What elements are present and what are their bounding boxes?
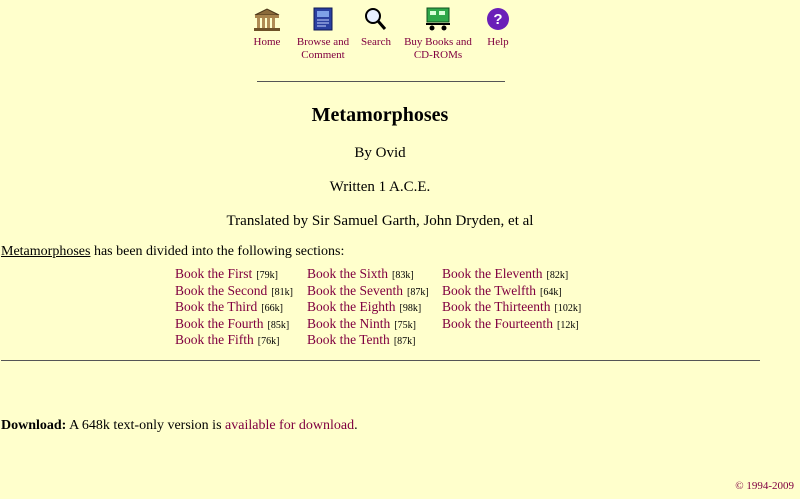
written-line: Written 1 A.C.E. [329,179,431,195]
section-size: [81k] [271,286,293,298]
section-link[interactable]: Book the Fourteenth [442,315,553,331]
author-line: By Ovid [354,145,406,161]
section-size: [12k] [557,319,579,331]
section-link[interactable]: Book the Sixth [307,266,389,281]
svg-text:?: ? [493,11,503,28]
nav-search-label: Search [361,36,391,48]
section-row [175,283,305,300]
section-link[interactable]: Book the Twelfth [442,282,537,298]
section-row [175,332,305,349]
section-size: [79k] [256,270,278,281]
section-link[interactable]: Book the Eleventh [442,266,543,281]
nav-buy-label-2: CD-ROMs [413,49,463,61]
section-row [175,266,305,283]
section-row [442,266,602,283]
nav-buy-label-1: Buy Books and [404,36,472,48]
section-row [442,299,602,316]
nav-browse-label-1: Browse and [296,36,350,48]
page-title: Metamorphoses [311,104,449,126]
nav-help-label: Help [487,36,509,48]
section-row [307,266,441,283]
section-row [307,283,441,300]
section-size: [102k] [554,303,582,314]
download-label: Download: [1,418,67,433]
section-row [442,283,602,300]
content-divider [1,360,760,361]
magnifier-icon [361,6,391,32]
section-size: [66k] [261,303,283,314]
section-size: [85k] [267,319,290,331]
download-line [1,418,358,434]
nav-browse-and-comment[interactable] [292,6,354,62]
top-navigation [0,6,800,70]
nav-search[interactable] [356,6,396,49]
section-row [175,316,305,333]
book-icon [308,6,338,32]
nav-browse-label-2: Comment [301,49,345,61]
translator-line: Translated by Sir Samuel Garth, John Dryden, et al [226,213,534,229]
section-link[interactable]: Book the Seventh [307,282,403,298]
section-link[interactable]: Book the Fifth [175,332,254,347]
section-link[interactable]: Book the Ninth [307,315,391,331]
work-title-link[interactable]: Metamorphoses [1,244,91,259]
sections-column-3 [442,266,602,332]
download-end: . [354,418,358,433]
section-size: [75k] [394,319,416,331]
section-row [442,316,602,333]
copyright: © 1994-2009 [735,480,794,492]
section-size: [98k] [399,303,422,314]
section-row [175,299,305,316]
section-link[interactable]: Book the Tenth [307,332,390,347]
section-row [307,316,441,333]
section-size: [83k] [392,270,414,281]
nav-help[interactable] [480,6,516,49]
section-link[interactable]: Book the Fourth [175,315,264,331]
nav-divider [257,81,505,82]
sections-intro [1,244,344,260]
section-link[interactable]: Book the Eighth [307,299,396,314]
section-size: [82k] [546,270,569,281]
nav-home[interactable] [246,6,288,49]
section-link[interactable]: Book the Second [175,282,268,298]
download-text: A 648k text-only version is [66,418,226,433]
help-icon [483,6,513,32]
download-link[interactable]: available for download [225,418,355,433]
section-row [307,299,441,316]
section-row [307,332,441,349]
section-size: [76k] [257,336,280,347]
sections-column-2 [307,266,441,349]
nav-home-label: Home [253,36,281,48]
section-size: [87k] [393,336,416,347]
section-link[interactable]: Book the First [175,266,253,281]
sections-column-1 [175,266,305,349]
section-link[interactable]: Book the Third [175,299,258,314]
section-size: [87k] [407,286,429,298]
nav-buy-books[interactable] [400,6,476,62]
shopping-cart-icon [423,6,453,32]
section-link[interactable]: Book the Thirteenth [442,299,551,314]
home-icon [252,6,282,32]
sections-intro-text: has been divided into the following sections: [90,244,345,259]
section-size: [64k] [540,286,562,298]
